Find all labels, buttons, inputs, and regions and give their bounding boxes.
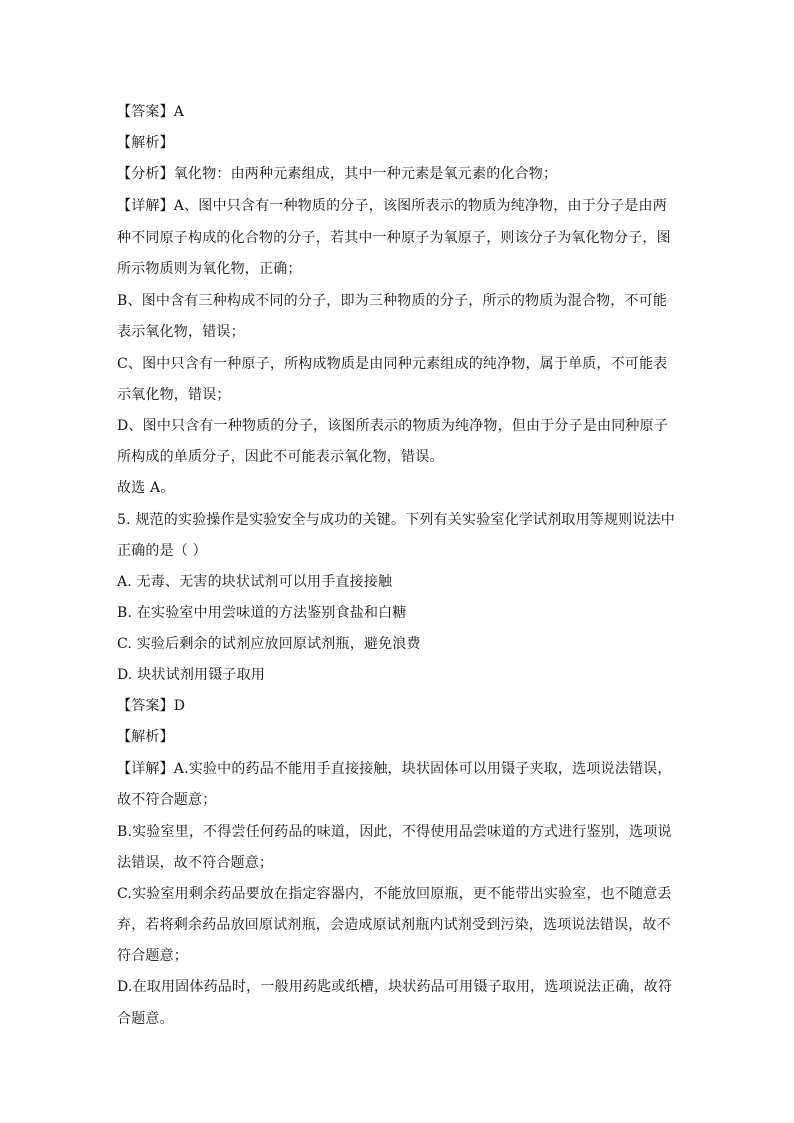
option-c: C. 实验后剩余的试剂应放回原试剂瓶，避免浪费 <box>117 636 421 652</box>
explanation-line: D、图中只含有一种物质的分子，该图所表示的物质为纯净物，但由于分子是由同种原子 <box>117 418 669 434</box>
option-a: A. 无毒、无害的块状试剂可以用手直接接触 <box>117 574 393 590</box>
explanation-line: 所构成的单质分子，因此不可能表示氧化物，错误。 <box>117 449 444 465</box>
explanation-line: 法错误，故不符合题意； <box>117 855 274 871</box>
analysis-heading: 【解析】 <box>117 135 174 151</box>
question-5-stem: 正确的是（ ） <box>117 543 207 559</box>
answer-line: 【答案】A <box>117 104 185 120</box>
explanation-line: B、图中含有三种构成不同的分子，即为三种物质的分子，所示的物质为混合物，不可能 <box>117 293 668 309</box>
question-5-stem: 5. 规范的实验操作是实验安全与成功的关键。下列有关实验室化学试剂取用等规则说法中 <box>117 512 676 528</box>
explanation-line: C.实验室用剩余药品要放在指定容器内，不能放回原瓶，更不能带出实验室，也不随意丢 <box>117 886 672 902</box>
explanation-line: 【详解】A、图中只含有一种物质的分子，该图所表示的物质为纯净物，由于分子是由两 <box>117 198 667 214</box>
explanation-line: 符合题意； <box>117 948 188 964</box>
explanation-line: 所示物质则为氧化物，正确； <box>117 261 302 277</box>
analysis-text: 【分析】氧化物：由两种元素组成，其中一种元素是氧元素的化合物； <box>117 166 558 182</box>
explanation-line: B.实验室里，不得尝任何药品的味道，因此，不得使用品尝味道的方式进行鉴别，选项说 <box>117 824 672 840</box>
answer-line: 【答案】D <box>117 698 186 714</box>
option-d: D. 块状试剂用镊子取用 <box>117 667 266 683</box>
explanation-line: 表示氧化物，错误； <box>117 324 245 340</box>
option-b: B. 在实验室中用尝味道的方法鉴别食盐和白糖 <box>117 605 407 621</box>
explanation-line: 弃，若将剩余药品放回原试剂瓶，会造成原试剂瓶内试剂受到污染，选项说法错误，故不 <box>117 917 671 933</box>
explanation-line: 合题意。 <box>117 1011 174 1027</box>
explanation-line: 【详解】A.实验中的药品不能用手直接接触，块状固体可以用镊子夹取，选项说法错误， <box>117 761 672 777</box>
analysis-heading: 【解析】 <box>117 729 174 745</box>
explanation-line: 示氧化物，错误； <box>117 387 231 403</box>
explanation-line: 种不同原子构成的化合物的分子，若其中一种原子为氧原子，则该分子为氧化物分子，图 <box>117 230 671 246</box>
explanation-line: C、图中只含有一种原子，所构成物质是由同种元素组成的纯净物，属于单质，不可能表 <box>117 356 668 372</box>
explanation-line: 故不符合题意； <box>117 792 217 808</box>
conclusion-line: 故选 A。 <box>117 480 175 496</box>
explanation-line: D.在取用固体药品时，一般用药匙或纸槽，块状药品可用镊子取用，选项说法正确，故符 <box>117 979 673 995</box>
